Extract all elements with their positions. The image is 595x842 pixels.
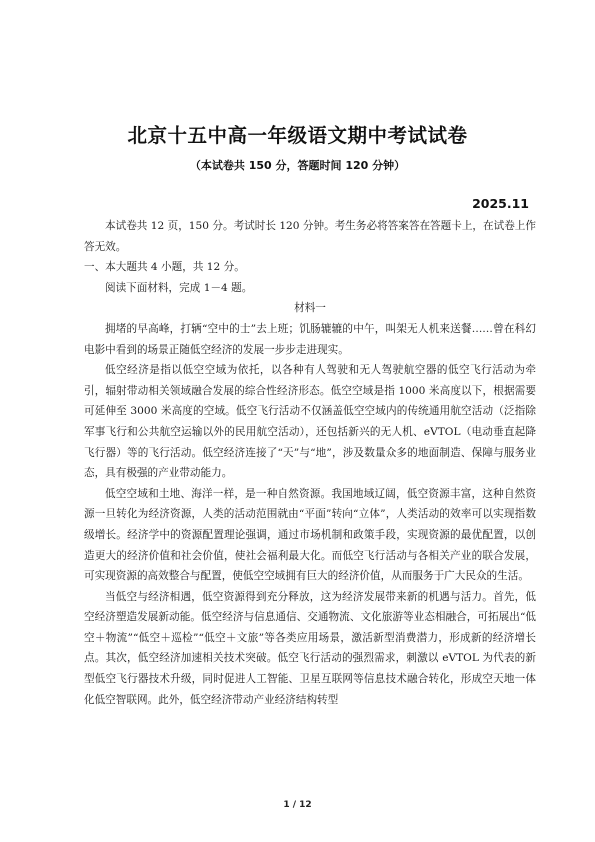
material-title: 材料一 <box>294 302 326 315</box>
material-paragraph: 拥堵的早高峰，打辆“空中的士”去上班；饥肠辘辘的中午，叫架无人机来送餐……曾在科幻电影中看到的场景正随低空经济的发展一步步走进现实。 <box>84 322 536 356</box>
material-paragraph: 当低空与经济相遇，低空资源得到充分释放，这为经济发展带来新的机遇与活力。首先，低空经济塑造发展新动能。低空经济与信息通信、交通物流、文化旅游等业态相融合，可拓展出“低空＋物流”“低空＋巡检”“低空＋文旅”等各类应用场景，激活新型消费潜力，形成新的经济增长点。其次，低空经济加速相关技术突破。低空飞行活动的强烈需求，刺激以 eVTOL 为代表的新型低空飞行器技术升级，同时促进人工智能、卫星互联网等信息技术融合转化，形成空天地一体化低空智联网。此外，低空经济带动产业经济结构转型 <box>84 590 536 706</box>
material-paragraph: 低空经济是指以低空空域为依托，以各种有人驾驶和无人驾驶航空器的低空飞行活动为牵引，辐射带动相关领域融合发展的综合性经济形态。低空空域是指 1000 米高度以下，根据需要可延伸至 3000 米高度的空域。低空飞行活动不仅涵盖低空空域内的传统通用航空活动（泛指除军事飞行和公共航空运输以外的民用航空活动），还包括新兴的无人机、eVTOL（电动垂直起降飞行器）等的飞行活动。低空经济连接了“天”与“地”，涉及数量众多的地面制造、保障与服务业态，具有极强的产业带动能力。 <box>84 364 536 480</box>
exam-title: 北京十五中高一年级语文期中考试试卷 <box>127 124 468 147</box>
page-number: 1 / 12 <box>283 800 312 810</box>
section-heading: 一、本大题共 4 小题，共 12 分。 <box>84 261 245 274</box>
material-paragraph: 低空空域和土地、海洋一样，是一种自然资源。我国地域辽阔，低空资源丰富，这种自然资源一旦转化为经济资源，人类的活动范围就由“平面”转向“立体”，人类活动的效率可以实现指数级增长。经济学中的资源配置理论强调，通过市场机制和政策手段，实现资源的最优配置，以创造更大的经济价值和社会价值，使社会福利最大化。而低空飞行活动与各相关产业的联合发展，可实现资源的高效整合与配置，使低空空域拥有巨大的经济价值，从而服务于广大民众的生活。 <box>84 487 536 583</box>
instructions-text: 本试卷共 12 页，150 分。考试时长 120 分钟。考生务必将答案答在答题卡上，在试卷上作答无效。 <box>84 220 536 253</box>
reading-prompt: 阅读下面材料，完成 1－4 题。 <box>105 281 253 294</box>
exam-date: 2025.11 <box>472 196 529 211</box>
exam-body <box>84 216 536 710</box>
exam-subtitle: （本试卷共 150 分，答题时间 120 分钟） <box>189 159 406 172</box>
